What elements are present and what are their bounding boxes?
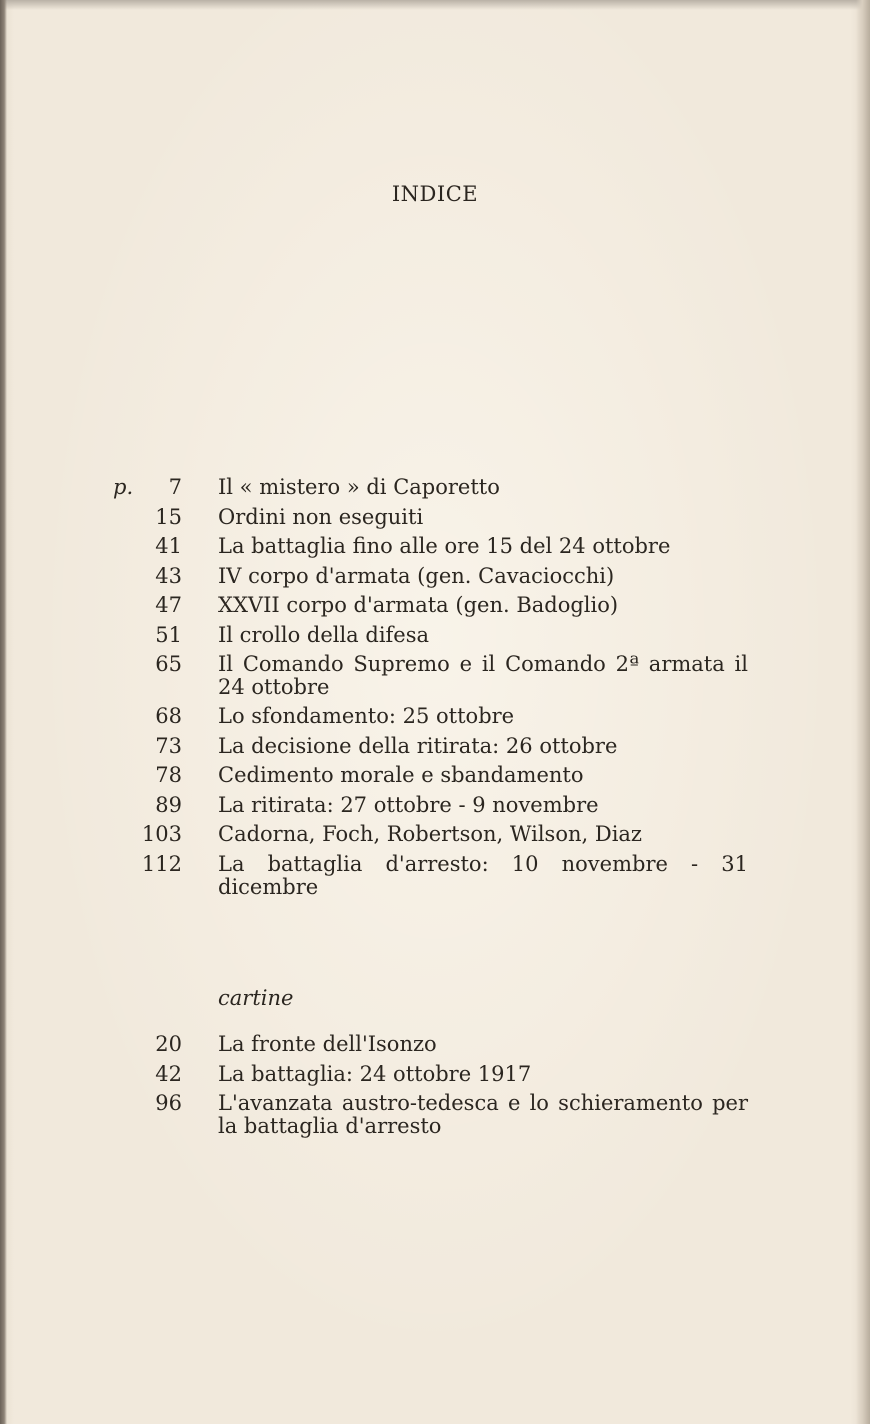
toc-page-number: 41 [155, 534, 182, 558]
toc-page-number: 7 [168, 475, 182, 499]
map-row [0, 1030, 870, 1060]
toc-page-number: 68 [155, 704, 182, 728]
map-entry-title: L'avanzata austro-tedesca e lo schieramento per la battaglia d'arresto [218, 1091, 748, 1138]
toc-page-number: 73 [155, 733, 182, 758]
toc-page-number: 43 [155, 563, 182, 588]
toc-page-number: 47 [155, 593, 182, 617]
toc-row [0, 850, 870, 899]
toc-row [0, 621, 870, 651]
page-top-edge [0, 0, 870, 10]
toc-entry-title: Cadorna, Foch, Robertson, Wilson, Diaz [218, 822, 642, 846]
toc-row [0, 761, 870, 791]
maps-list [0, 1030, 870, 1141]
toc-page-number: 112 [141, 851, 182, 876]
toc-row [0, 702, 870, 732]
toc-row [0, 473, 870, 503]
page-prefix: p. [113, 475, 134, 499]
map-row [0, 1089, 870, 1141]
toc-row [0, 562, 870, 592]
toc-entry-title: La ritirata: 27 ottobre - 9 novembre [218, 792, 599, 817]
toc-entry-title: IV corpo d'armata (gen. Cavaciocchi) [218, 563, 615, 588]
toc-row [0, 650, 870, 702]
map-page-number: 42 [155, 1061, 182, 1086]
toc-page-number: 103 [141, 822, 182, 846]
map-entry-title: La battaglia: 24 ottobre 1917 [218, 1061, 532, 1086]
toc-entry-title: Ordini non eseguiti [218, 504, 424, 529]
toc-entry-title: La battaglia fino alle ore 15 del 24 ottobre [218, 534, 671, 558]
map-page-number: 96 [155, 1091, 182, 1115]
toc-row [0, 532, 870, 562]
toc-row [0, 791, 870, 821]
toc-page-number: 65 [155, 652, 182, 676]
map-page-number: 20 [155, 1032, 182, 1056]
toc-row [0, 503, 870, 533]
toc-entry-title: Il Comando Supremo e il Comando 2ª armata il 24 ottobre [218, 652, 748, 699]
maps-heading: cartine [218, 986, 294, 1010]
toc-entry-title: Il crollo della difesa [218, 622, 430, 647]
toc-entry-title: Lo sfondamento: 25 ottobre [218, 704, 515, 728]
toc-entry-title: La decisione della ritirata: 26 ottobre [218, 733, 618, 758]
toc-row [0, 820, 870, 850]
toc-entry-title: Cedimento morale e sbandamento [218, 763, 584, 787]
toc-row [0, 732, 870, 762]
toc-page-number: 89 [155, 792, 182, 817]
map-entry-title: La fronte dell'Isonzo [218, 1032, 437, 1056]
toc-page-number: 78 [155, 763, 182, 787]
toc-row [0, 591, 870, 621]
toc-page-number: 51 [155, 622, 182, 647]
page-title: INDICE [391, 182, 479, 206]
toc-entry-title: La battaglia d'arresto: 10 novembre - 31 dicembre [218, 851, 748, 899]
map-row [0, 1060, 870, 1090]
toc-entry-title: XXVII corpo d'armata (gen. Badoglio) [218, 593, 619, 617]
toc-entry-title: Il « mistero » di Caporetto [218, 475, 500, 499]
toc-page-number: 15 [155, 504, 182, 529]
table-of-contents [0, 473, 870, 899]
